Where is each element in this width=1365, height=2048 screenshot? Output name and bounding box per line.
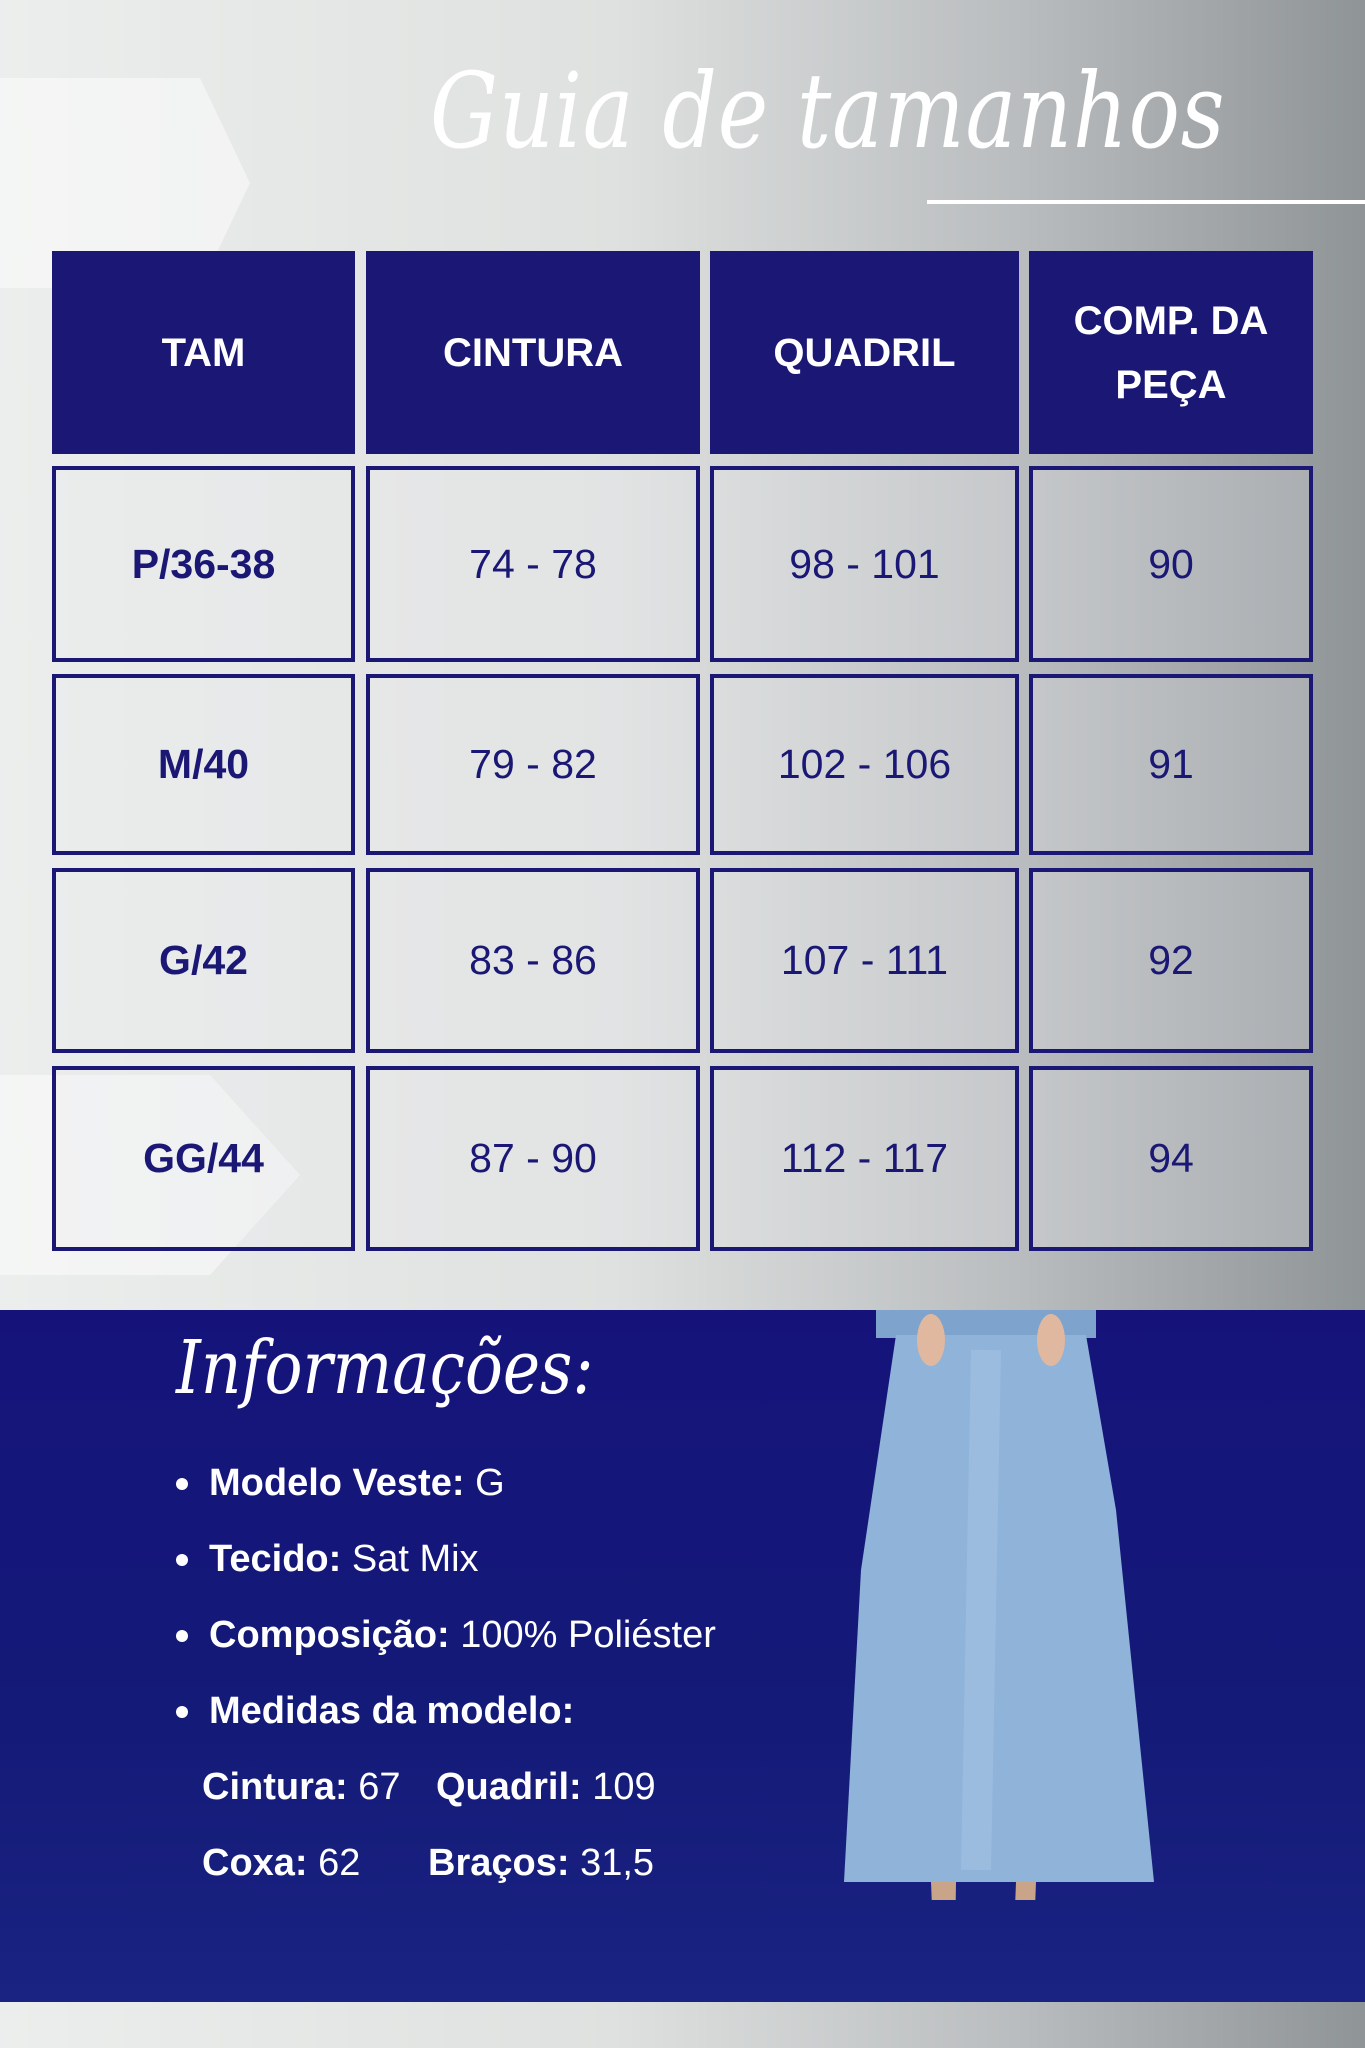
table-cell: 112 - 117 [710, 1066, 1019, 1251]
table-cell: G/42 [52, 868, 355, 1053]
table-header-cell: QUADRIL [710, 251, 1019, 454]
info-item: Tecido: Sat Mix [209, 1538, 479, 1580]
table-cell: 90 [1029, 466, 1313, 662]
measure-bracos: Braços: 31,5 [428, 1842, 655, 1884]
measure-cintura: Cintura: 67 [202, 1766, 401, 1808]
table-cell: 92 [1029, 868, 1313, 1053]
info-title: Informações: [176, 1325, 594, 1411]
table-cell: 91 [1029, 674, 1313, 855]
info-item: Modelo Veste: G [209, 1462, 505, 1504]
table-cell: 74 - 78 [366, 466, 700, 662]
title-underline [927, 200, 1365, 204]
model-skirt-image [836, 1310, 1162, 1900]
measure-quadril: Quadril: 109 [436, 1766, 656, 1808]
table-header-cell: COMP. DA PEÇA [1029, 251, 1313, 454]
table-cell: 102 - 106 [710, 674, 1019, 855]
info-item: Composição: 100% Poliéster [209, 1614, 716, 1656]
table-header-cell: CINTURA [366, 251, 700, 454]
table-cell: P/36-38 [52, 466, 355, 662]
info-item: Medidas da modelo: [209, 1690, 575, 1732]
bullet-icon [176, 1478, 188, 1490]
table-cell: GG/44 [52, 1066, 355, 1251]
table-cell: 107 - 111 [710, 868, 1019, 1053]
measure-coxa: Coxa: 62 [202, 1842, 361, 1884]
bullet-icon [176, 1554, 188, 1566]
bullet-icon [176, 1706, 188, 1718]
table-cell: 87 - 90 [366, 1066, 700, 1251]
bullet-icon [176, 1630, 188, 1642]
table-cell: 83 - 86 [366, 868, 700, 1053]
table-header-cell: TAM [52, 251, 355, 454]
table-cell: 94 [1029, 1066, 1313, 1251]
table-cell: M/40 [52, 674, 355, 855]
page-title: Guia de tamanhos [430, 50, 1226, 172]
table-cell: 79 - 82 [366, 674, 700, 855]
table-cell: 98 - 101 [710, 466, 1019, 662]
